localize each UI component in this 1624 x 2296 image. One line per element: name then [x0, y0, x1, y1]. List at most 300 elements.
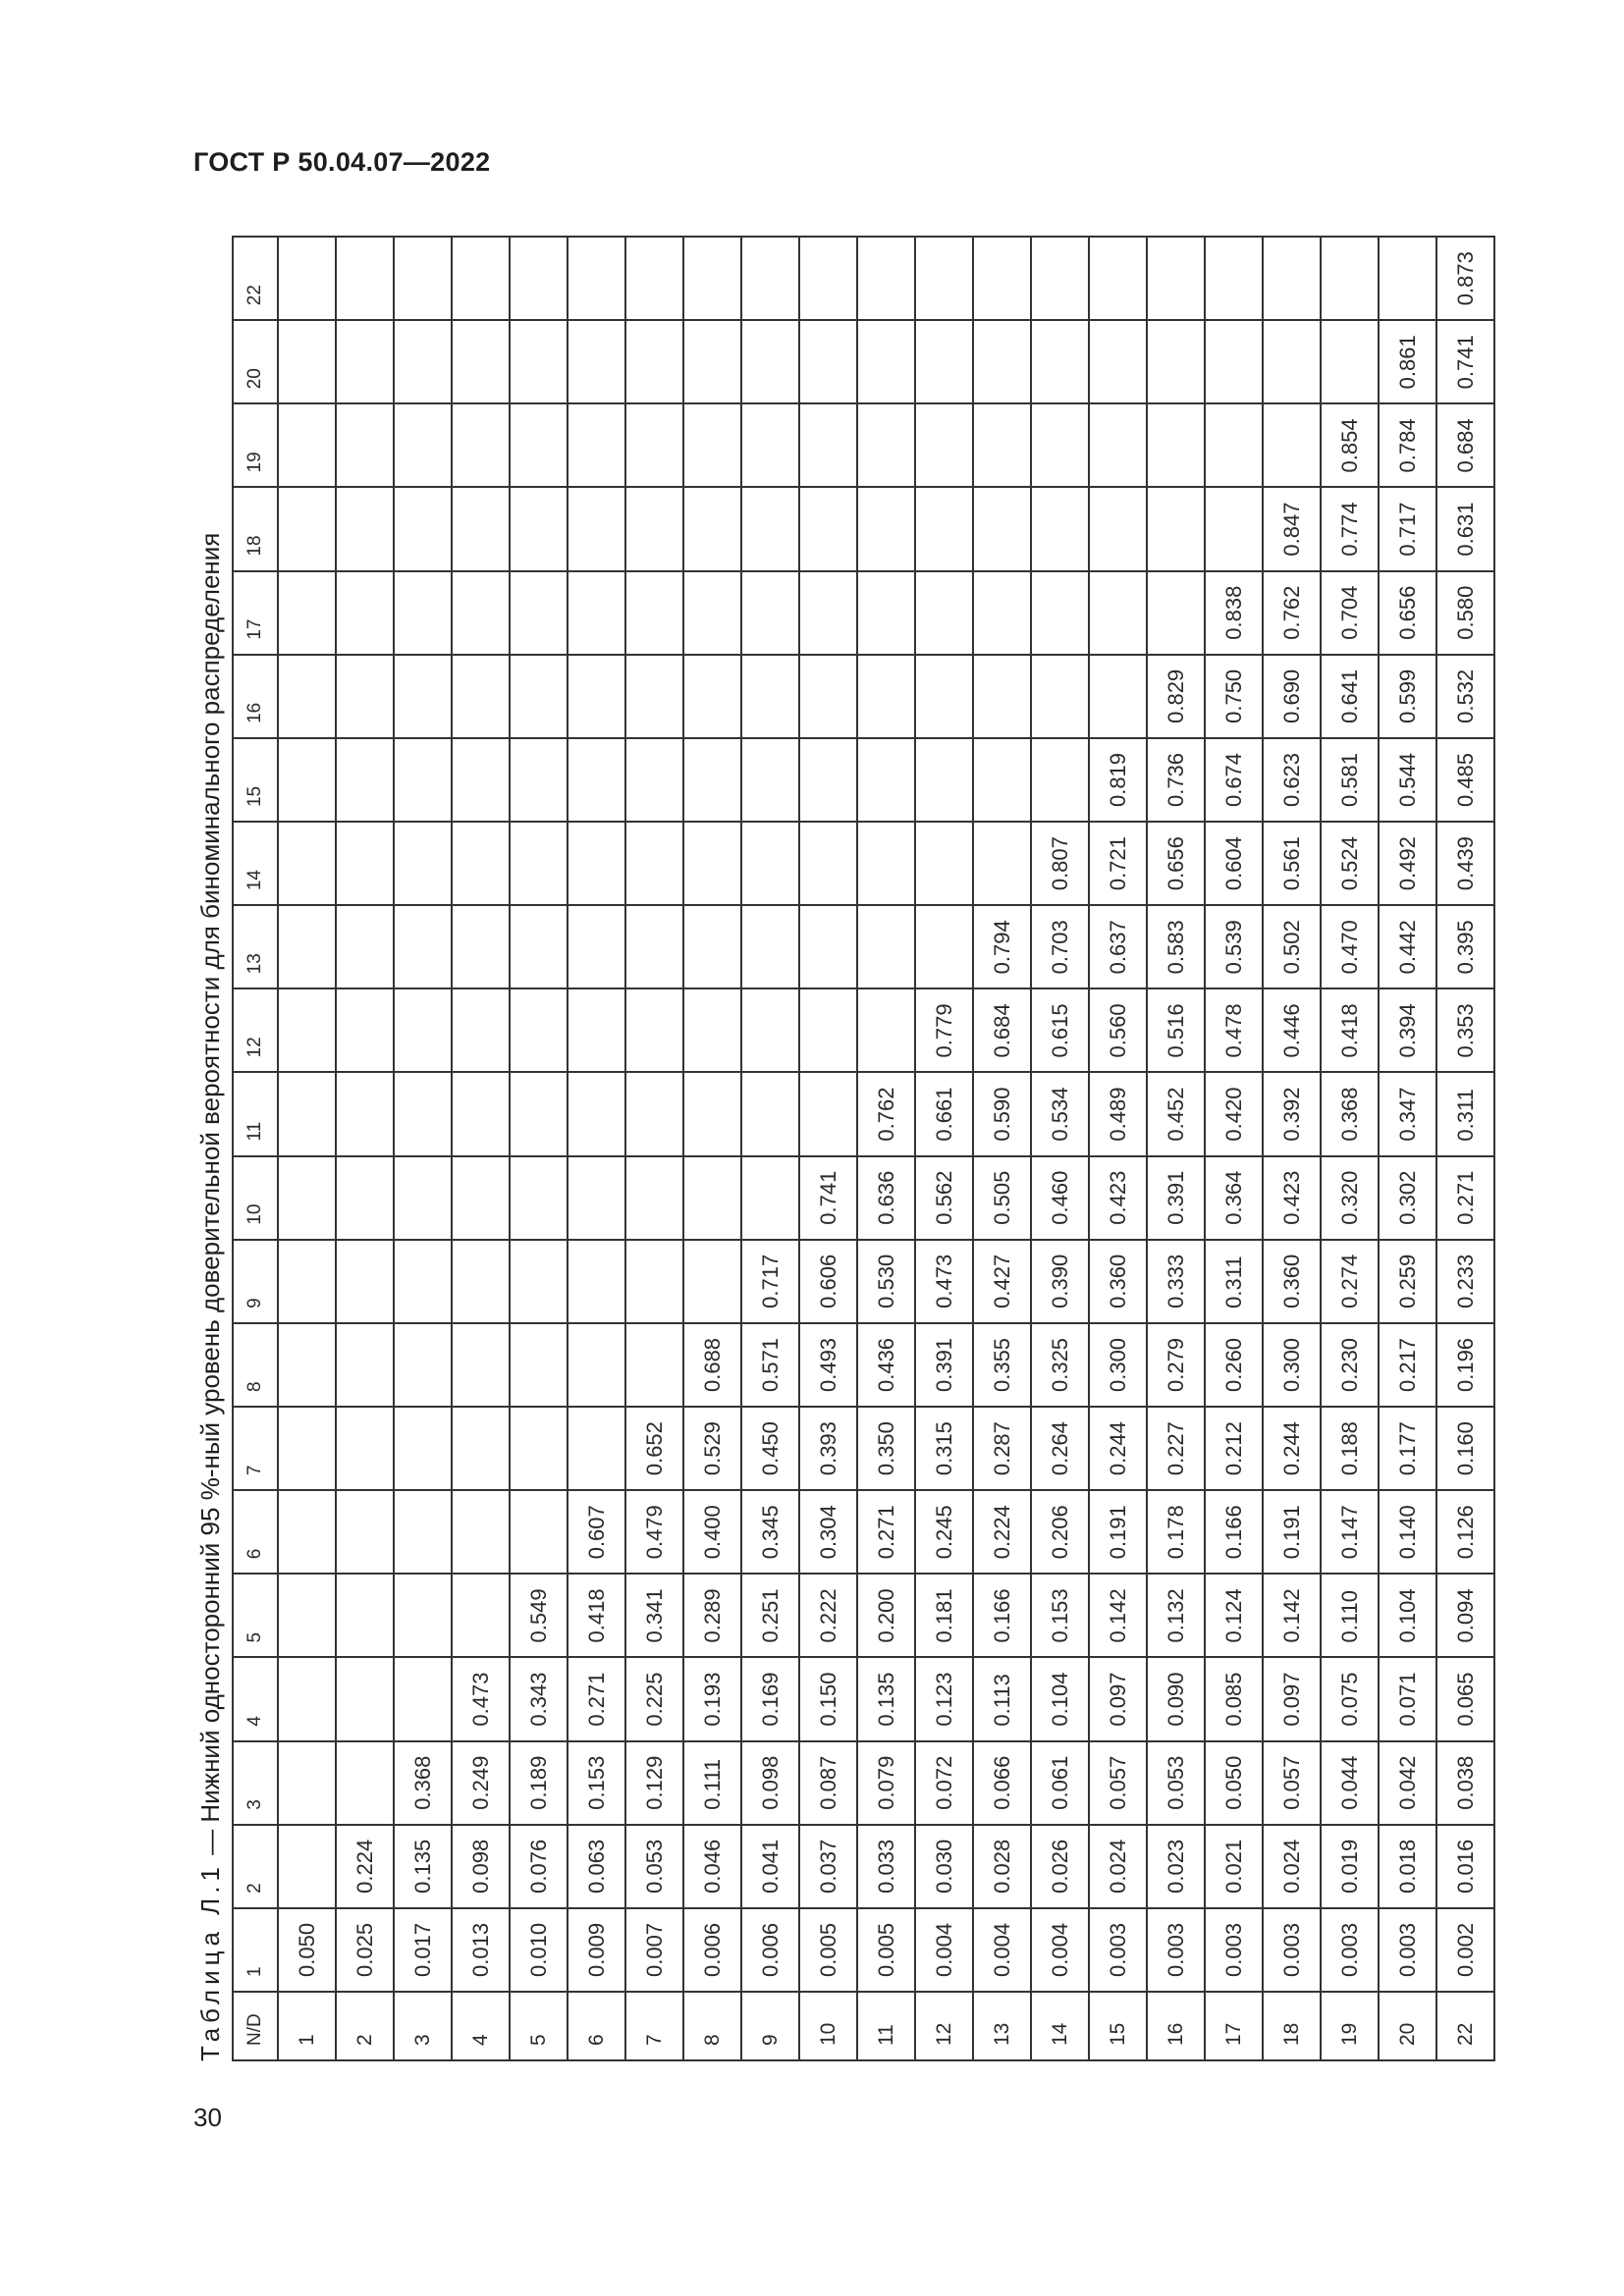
table-cell — [278, 738, 336, 822]
table-cell: 0.703 — [1031, 905, 1089, 988]
table-cell: 0.026 — [1031, 1825, 1089, 1908]
row-header: 5 — [510, 1992, 568, 2060]
table-cell — [857, 738, 915, 822]
table-cell: 0.279 — [1147, 1323, 1205, 1407]
table-cell: 0.166 — [1205, 1490, 1263, 1574]
table-cell: 0.607 — [568, 1490, 625, 1574]
table-cell — [683, 1240, 741, 1323]
table-cell — [973, 738, 1031, 822]
table-cell — [915, 738, 973, 822]
table-cell: 0.087 — [799, 1741, 857, 1825]
table-cell — [278, 655, 336, 738]
table-cell — [568, 1240, 625, 1323]
table-cell — [1089, 487, 1147, 570]
table-cell — [510, 571, 568, 655]
table-row — [510, 237, 568, 2060]
table-cell: 0.418 — [568, 1574, 625, 1657]
table-cell: 0.450 — [741, 1407, 799, 1490]
table-cell: 0.360 — [1089, 1240, 1147, 1323]
column-header: 15 — [233, 738, 278, 822]
table-cell: 0.217 — [1379, 1323, 1436, 1407]
table-cell — [741, 403, 799, 487]
table-cell: 0.289 — [683, 1574, 741, 1657]
column-header: 20 — [233, 320, 278, 403]
table-cell — [799, 1072, 857, 1155]
table-cell: 0.169 — [741, 1657, 799, 1740]
table-cell: 0.485 — [1436, 738, 1494, 822]
table-cell — [683, 822, 741, 905]
table-cell: 0.656 — [1379, 571, 1436, 655]
table-cell: 0.652 — [625, 1407, 683, 1490]
table-cell: 0.110 — [1321, 1574, 1379, 1657]
table-row — [278, 237, 336, 2060]
table-cell: 0.473 — [915, 1240, 973, 1323]
table-cell — [394, 655, 452, 738]
column-header: 16 — [233, 655, 278, 738]
table-cell: 0.704 — [1321, 571, 1379, 655]
row-header: 20 — [1379, 1992, 1436, 2060]
table-cell — [510, 237, 568, 320]
table-cell: 0.741 — [799, 1156, 857, 1240]
table-cell: 0.212 — [1205, 1407, 1263, 1490]
table-cell: 0.009 — [568, 1908, 625, 1992]
table-cell: 0.391 — [915, 1323, 973, 1407]
table-cell: 0.571 — [741, 1323, 799, 1407]
table-cell: 0.442 — [1379, 905, 1436, 988]
column-header: 5 — [233, 1574, 278, 1657]
table-cell: 0.244 — [1089, 1407, 1147, 1490]
row-header: 4 — [452, 1992, 510, 2060]
table-corner-header: N/D — [233, 1992, 278, 2060]
table-cell — [336, 905, 394, 988]
table-cell — [278, 237, 336, 320]
table-cell: 0.066 — [973, 1741, 1031, 1825]
table-cell: 0.539 — [1205, 905, 1263, 988]
table-cell: 0.098 — [452, 1825, 510, 1908]
table-cell: 0.113 — [973, 1657, 1031, 1740]
table-cell: 0.532 — [1436, 655, 1494, 738]
table-cell — [857, 655, 915, 738]
table-cell: 0.779 — [915, 988, 973, 1072]
table-cell: 0.135 — [394, 1825, 452, 1908]
table-cell — [741, 487, 799, 570]
table-cell: 0.076 — [510, 1825, 568, 1908]
table-cell: 0.847 — [1263, 487, 1321, 570]
table-cell — [510, 487, 568, 570]
column-header: 8 — [233, 1323, 278, 1407]
table-cell — [741, 320, 799, 403]
table-cell — [625, 571, 683, 655]
table-cell — [394, 1490, 452, 1574]
table-row — [625, 237, 683, 2060]
table-cell — [452, 320, 510, 403]
table-cell: 0.271 — [857, 1490, 915, 1574]
table-cell: 0.347 — [1379, 1072, 1436, 1155]
page-number: 30 — [193, 2103, 222, 2132]
table-cell — [278, 1741, 336, 1825]
table-cell — [278, 571, 336, 655]
table-cell: 0.023 — [1147, 1825, 1205, 1908]
table-cell — [857, 237, 915, 320]
table-cell: 0.320 — [1321, 1156, 1379, 1240]
row-header: 15 — [1089, 1992, 1147, 2060]
table-cell: 0.452 — [1147, 1072, 1205, 1155]
table-cell: 0.104 — [1031, 1657, 1089, 1740]
table-cell — [625, 655, 683, 738]
table-cell: 0.007 — [625, 1908, 683, 1992]
table-cell — [394, 237, 452, 320]
table-cell: 0.003 — [1205, 1908, 1263, 1992]
table-cell — [336, 403, 394, 487]
table-row — [1263, 237, 1321, 2060]
table-row — [857, 237, 915, 2060]
table-cell: 0.505 — [973, 1156, 1031, 1240]
table-cell: 0.436 — [857, 1323, 915, 1407]
table-cell: 0.343 — [510, 1657, 568, 1740]
table-cell — [1089, 320, 1147, 403]
table-cell — [1321, 320, 1379, 403]
table-caption — [194, 533, 226, 2061]
table-cell: 0.191 — [1089, 1490, 1147, 1574]
column-header: 17 — [233, 571, 278, 655]
table-cell — [278, 1240, 336, 1323]
table-cell: 0.583 — [1147, 905, 1205, 988]
table-cell: 0.037 — [799, 1825, 857, 1908]
table-cell — [568, 487, 625, 570]
table-cell: 0.189 — [510, 1741, 568, 1825]
table-cell: 0.123 — [915, 1657, 973, 1740]
table-cell: 0.829 — [1147, 655, 1205, 738]
table-cell — [452, 237, 510, 320]
table-cell: 0.153 — [568, 1741, 625, 1825]
table-cell — [683, 320, 741, 403]
table-cell — [452, 738, 510, 822]
column-header: 2 — [233, 1825, 278, 1908]
table-cell — [1205, 237, 1263, 320]
table-cell — [510, 1407, 568, 1490]
table-cell — [568, 1323, 625, 1407]
table-cell: 0.460 — [1031, 1156, 1089, 1240]
column-header: 7 — [233, 1407, 278, 1490]
table-cell: 0.104 — [1379, 1574, 1436, 1657]
table-cell: 0.631 — [1436, 487, 1494, 570]
table-cell — [510, 403, 568, 487]
table-cell — [857, 822, 915, 905]
table-cell: 0.489 — [1089, 1072, 1147, 1155]
table-cell: 0.178 — [1147, 1490, 1205, 1574]
table-cell — [452, 403, 510, 487]
table-cell: 0.003 — [1379, 1908, 1436, 1992]
table-cell: 0.394 — [1379, 988, 1436, 1072]
table-cell — [278, 1574, 336, 1657]
table-cell — [568, 1156, 625, 1240]
table-caption-dash: — — [195, 1822, 225, 1863]
table-cell: 0.124 — [1205, 1574, 1263, 1657]
table-cell: 0.233 — [1436, 1240, 1494, 1323]
table-cell — [1031, 237, 1089, 320]
table-cell — [452, 905, 510, 988]
table-row — [1031, 237, 1089, 2060]
table-cell — [915, 655, 973, 738]
table-cell: 0.530 — [857, 1240, 915, 1323]
table-cell: 0.004 — [973, 1908, 1031, 1992]
table-cell: 0.181 — [915, 1574, 973, 1657]
table-cell — [394, 1156, 452, 1240]
table-cell — [1147, 487, 1205, 570]
row-header: 2 — [336, 1992, 394, 2060]
table-cell — [394, 1657, 452, 1740]
table-cell: 0.300 — [1089, 1323, 1147, 1407]
table-cell: 0.345 — [741, 1490, 799, 1574]
table-cell — [510, 988, 568, 1072]
table-cell: 0.006 — [741, 1908, 799, 1992]
table-cell: 0.003 — [1321, 1908, 1379, 1992]
table-cell — [799, 403, 857, 487]
table-cell — [568, 571, 625, 655]
table-row — [683, 237, 741, 2060]
table-cell: 0.794 — [973, 905, 1031, 988]
table-cell — [625, 1072, 683, 1155]
table-cell — [683, 1156, 741, 1240]
column-header: 14 — [233, 822, 278, 905]
table-cell — [510, 1240, 568, 1323]
table-cell: 0.071 — [1379, 1657, 1436, 1740]
table-cell — [394, 403, 452, 487]
table-cell: 0.005 — [799, 1908, 857, 1992]
table-cell: 0.053 — [1147, 1741, 1205, 1825]
table-cell — [741, 655, 799, 738]
table-cell: 0.524 — [1321, 822, 1379, 905]
table-cell: 0.010 — [510, 1908, 568, 1992]
table-cell — [625, 1240, 683, 1323]
table-row — [1379, 237, 1436, 2060]
table-cell: 0.147 — [1321, 1490, 1379, 1574]
table-cell — [568, 988, 625, 1072]
table-cell — [568, 403, 625, 487]
row-header: 19 — [1321, 1992, 1379, 2060]
table-cell — [799, 237, 857, 320]
table-cell — [1089, 403, 1147, 487]
table-cell — [973, 655, 1031, 738]
table-cell: 0.473 — [452, 1657, 510, 1740]
table-row — [568, 237, 625, 2060]
table-cell: 0.717 — [741, 1240, 799, 1323]
table-cell — [278, 403, 336, 487]
table-cell — [336, 1240, 394, 1323]
table-cell — [857, 988, 915, 1072]
table-cell: 0.439 — [1436, 822, 1494, 905]
row-header: 7 — [625, 1992, 683, 2060]
table-cell — [394, 905, 452, 988]
table-cell: 0.098 — [741, 1741, 799, 1825]
table-cell — [394, 738, 452, 822]
table-row — [1205, 237, 1263, 2060]
table-cell — [857, 403, 915, 487]
table-cell: 0.492 — [1379, 822, 1436, 905]
table-cell — [452, 1574, 510, 1657]
table-cell — [452, 1156, 510, 1240]
table-row — [741, 237, 799, 2060]
table-cell — [510, 1072, 568, 1155]
table-cell — [336, 1323, 394, 1407]
table-cell: 0.140 — [1379, 1490, 1436, 1574]
table-cell: 0.006 — [683, 1908, 741, 1992]
table-cell — [625, 905, 683, 988]
table-cell — [452, 1490, 510, 1574]
table-cell: 0.227 — [1147, 1407, 1205, 1490]
table-cell — [1031, 571, 1089, 655]
table-cell: 0.311 — [1205, 1240, 1263, 1323]
table-cell — [278, 988, 336, 1072]
table-cell: 0.393 — [799, 1407, 857, 1490]
column-header: 9 — [233, 1240, 278, 1323]
table-cell — [452, 571, 510, 655]
table-cell: 0.230 — [1321, 1323, 1379, 1407]
table-cell — [568, 655, 625, 738]
table-cell — [857, 571, 915, 655]
table-cell: 0.478 — [1205, 988, 1263, 1072]
table-cell: 0.028 — [973, 1825, 1031, 1908]
table-cell: 0.224 — [336, 1825, 394, 1908]
column-header: 11 — [233, 1072, 278, 1155]
table-cell: 0.021 — [1205, 1825, 1263, 1908]
table-cell — [915, 487, 973, 570]
table-cell: 0.085 — [1205, 1657, 1263, 1740]
table-cell: 0.615 — [1031, 988, 1089, 1072]
table-cell: 0.861 — [1379, 320, 1436, 403]
table-cell: 0.160 — [1436, 1407, 1494, 1490]
table-cell: 0.300 — [1263, 1323, 1321, 1407]
table-cell: 0.222 — [799, 1574, 857, 1657]
table-cell — [1031, 738, 1089, 822]
row-header: 10 — [799, 1992, 857, 2060]
table-cell: 0.854 — [1321, 403, 1379, 487]
table-cell — [741, 905, 799, 988]
table-cell — [1321, 237, 1379, 320]
table-cell: 0.002 — [1436, 1908, 1494, 1992]
table-cell: 0.126 — [1436, 1490, 1494, 1574]
table-cell: 0.807 — [1031, 822, 1089, 905]
table-cell — [394, 320, 452, 403]
table-cell: 0.350 — [857, 1407, 915, 1490]
table-cell — [625, 1323, 683, 1407]
table-cell — [568, 1072, 625, 1155]
table-cell — [799, 905, 857, 988]
table-cell: 0.684 — [973, 988, 1031, 1072]
table-cell — [683, 738, 741, 822]
table-cell — [1147, 403, 1205, 487]
row-header: 6 — [568, 1992, 625, 2060]
table-cell — [452, 1407, 510, 1490]
table-row — [394, 237, 452, 2060]
table-cell: 0.819 — [1089, 738, 1147, 822]
table-cell — [1205, 403, 1263, 487]
column-header: 1 — [233, 1908, 278, 1992]
table-cell: 0.024 — [1263, 1825, 1321, 1908]
table-cell — [1031, 403, 1089, 487]
row-header: 17 — [1205, 1992, 1263, 2060]
row-header: 1 — [278, 1992, 336, 2060]
table-cell — [915, 403, 973, 487]
table-cell — [510, 738, 568, 822]
table-cell: 0.606 — [799, 1240, 857, 1323]
table-cell: 0.005 — [857, 1908, 915, 1992]
table-cell: 0.368 — [394, 1741, 452, 1825]
table-cell — [510, 1323, 568, 1407]
table-cell — [683, 571, 741, 655]
table-cell — [683, 403, 741, 487]
table-cell — [1089, 655, 1147, 738]
table-cell — [1031, 655, 1089, 738]
table-cell: 0.636 — [857, 1156, 915, 1240]
table-cell: 0.534 — [1031, 1072, 1089, 1155]
table-cell — [336, 655, 394, 738]
table-cell — [1147, 237, 1205, 320]
table-cell — [625, 988, 683, 1072]
table-cell: 0.311 — [1436, 1072, 1494, 1155]
table-cell — [1263, 237, 1321, 320]
table-cell — [741, 1156, 799, 1240]
table-cell: 0.188 — [1321, 1407, 1379, 1490]
table-cell: 0.423 — [1089, 1156, 1147, 1240]
table-cell — [741, 1072, 799, 1155]
table-cell: 0.784 — [1379, 403, 1436, 487]
table-cell: 0.661 — [915, 1072, 973, 1155]
table-cell — [1205, 487, 1263, 570]
table-row — [799, 237, 857, 2060]
table-cell: 0.390 — [1031, 1240, 1089, 1323]
table-cell — [973, 403, 1031, 487]
table-cell — [799, 320, 857, 403]
table-row — [336, 237, 394, 2060]
table-cell: 0.061 — [1031, 1741, 1089, 1825]
document-header: ГОСТ Р 50.04.07—2022 — [193, 147, 491, 177]
table-cell: 0.057 — [1089, 1741, 1147, 1825]
table-cell — [1089, 571, 1147, 655]
column-header: 4 — [233, 1657, 278, 1740]
table-cell: 0.013 — [452, 1908, 510, 1992]
table-cell — [857, 487, 915, 570]
table-cell: 0.762 — [1263, 571, 1321, 655]
row-header: 3 — [394, 1992, 452, 2060]
table-cell: 0.004 — [915, 1908, 973, 1992]
table-cell: 0.418 — [1321, 988, 1379, 1072]
column-header: 3 — [233, 1741, 278, 1825]
table-cell: 0.065 — [1436, 1657, 1494, 1740]
table-cell: 0.090 — [1147, 1657, 1205, 1740]
table-cell: 0.446 — [1263, 988, 1321, 1072]
table-cell — [336, 237, 394, 320]
table-cell: 0.561 — [1263, 822, 1321, 905]
row-header: 14 — [1031, 1992, 1089, 2060]
table-cell — [394, 1072, 452, 1155]
table-cell — [278, 487, 336, 570]
table-cell — [452, 822, 510, 905]
table-cell — [336, 320, 394, 403]
table-cell — [1263, 320, 1321, 403]
column-header: 18 — [233, 487, 278, 570]
table-cell: 0.075 — [1321, 1657, 1379, 1740]
table-cell — [683, 905, 741, 988]
table-cell — [278, 822, 336, 905]
table-cell — [452, 1323, 510, 1407]
table-cell — [336, 988, 394, 1072]
table-cell: 0.200 — [857, 1574, 915, 1657]
rotated-table-block — [194, 236, 1496, 2061]
table-cell: 0.516 — [1147, 988, 1205, 1072]
table-cell — [857, 320, 915, 403]
table-cell — [683, 487, 741, 570]
